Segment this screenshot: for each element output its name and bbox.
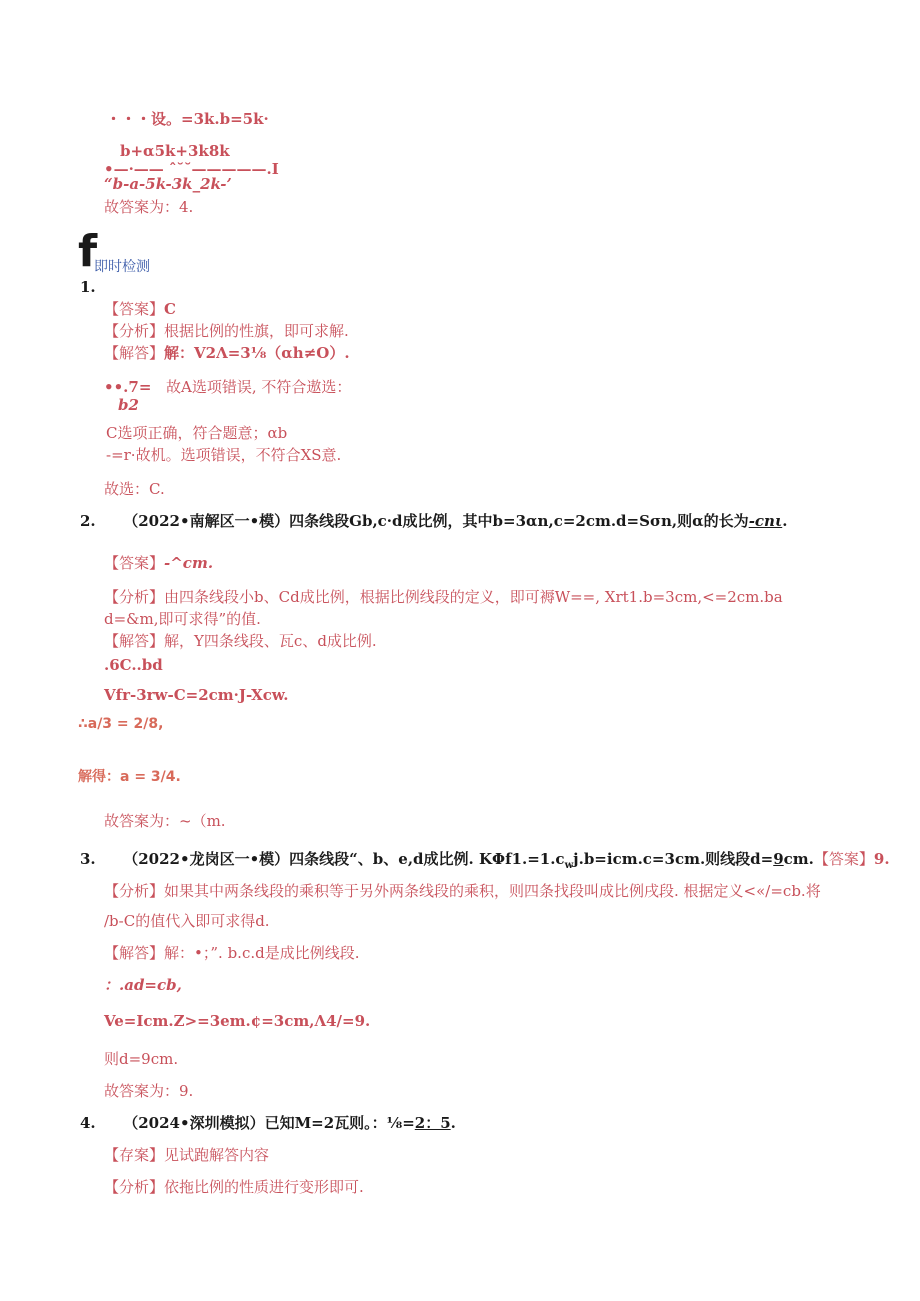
top-line-2-text: b+α5k+3k8k: [120, 142, 230, 160]
q3-answer-value: 9.: [873, 850, 890, 868]
top-answer: [104, 198, 193, 216]
q1-number: 1.: [80, 278, 96, 296]
top-line-4: [104, 175, 232, 193]
q3-analysis: [104, 882, 821, 900]
q2-stem-row: [80, 512, 787, 530]
q3-solution-tag: 【解答】: [104, 944, 165, 962]
q2-solution: [104, 632, 377, 650]
q3-stem-blank: 9: [773, 850, 784, 868]
q2-analysis-text: 由四条线段小b、Cd成比例，根据比例线段的定义，即可褥W==, Xrt1.b=3cm,<=2cm.ba: [164, 588, 783, 606]
q4-answer: [104, 1146, 269, 1164]
q4-answer-text: 见试跑解答内容: [164, 1146, 270, 1164]
q4-analysis-tag: 【分析】: [104, 1178, 165, 1196]
q4-stem-blank: 2：5: [414, 1114, 451, 1132]
q3-number: 3.: [80, 850, 96, 868]
q2-answer-line: 故答案为：~（m.: [104, 812, 226, 830]
q4-stem-row: [80, 1114, 456, 1132]
q2-analysis-tag: 【分析】: [104, 588, 165, 606]
q2-line-b: Vfr-3rw-C=2cm·J-Xcw.: [104, 686, 289, 704]
q1-solution: [104, 344, 350, 362]
q2-formula-2-text: 解得：a = 3/4.: [78, 769, 181, 785]
q1-answer-tag: 【答案】: [104, 300, 165, 318]
top-answer-text: 故答案为：4.: [104, 198, 194, 216]
top-line-4-text: “b-a-5k-3k_2k-’: [104, 175, 232, 193]
q3-stem-row: [80, 850, 890, 875]
q3-analysis-2: /b-C的值代入即可求得d.: [104, 912, 270, 930]
q2-analysis: [104, 588, 783, 606]
q3-line-b: Ve=Icm.Z>=3em.¢=3cm,Λ4/=9.: [104, 1012, 371, 1030]
q4-analysis-text: 依拖比例的性质进行变形即可.: [164, 1178, 364, 1196]
q3-line-c: 则d=9cm.: [104, 1050, 179, 1068]
q4-answer-tag: 【存案】: [104, 1146, 165, 1164]
q1-solution-tag: 【解答】: [104, 344, 165, 362]
q3-stem-sub: w: [564, 860, 574, 871]
q1-analysis-tag: 【分析】: [104, 322, 165, 340]
top-line-2: [120, 142, 230, 160]
q2-formula-1-text: ∴a/3 = 2/8,: [78, 716, 164, 732]
q1-line-c: C选项正确，符合题意；αb: [106, 424, 288, 442]
q1-answer: [104, 300, 176, 318]
q3-solution-text: 解：•；”. b.c.d是成比例线段.: [164, 944, 360, 962]
q1-line-d: -=r·故机。选项错误，不符合XS意.: [106, 446, 342, 464]
q4-number: 4.: [80, 1114, 96, 1132]
q3-answer-tag: 【答案】: [813, 850, 874, 868]
q3-analysis-text: 如果其中两条线段的乘积等于另外两条线段的乘积，则四条找段叫成比例戌段. 根据定义<«/=cb.将: [164, 882, 821, 900]
q2-stem-blank: -cnι: [748, 512, 783, 530]
q1-answer-value: C: [164, 300, 176, 318]
q1-analysis-text: 根据比例的性旗，即可求解.: [164, 322, 349, 340]
section-title: [94, 258, 150, 276]
q2-formula-2: [78, 766, 181, 790]
q1-line-a: ••.7=: [104, 378, 152, 396]
q2-solution-text: 解，Y四条线段、瓦c、d成比例.: [164, 632, 377, 650]
q3-stem-3: cm.: [783, 850, 814, 868]
q2-stem: （2022•南解区一•模）四条线段Gb,c·d成比例，其中b=3αn,c=2cm.d=Sσn,则α的长为: [123, 512, 749, 530]
top-line-1-text: ・・・设。=3k.b=5k·: [106, 110, 269, 128]
q3-stem-2: j.b=icm.c=3cm.则线段d=: [573, 850, 774, 868]
q2-formula-1: [78, 716, 164, 740]
q1-line-a2: 故A选项错误, 不符合遨选：: [166, 378, 352, 396]
q1-line-b: b2: [118, 396, 139, 414]
q3-line-a: ：.ad=cb,: [104, 976, 182, 994]
q2-number: 2.: [80, 512, 96, 530]
q2-answer-tag: 【答案】: [104, 554, 165, 572]
q4-stem-end: .: [450, 1114, 456, 1132]
q2-analysis-2: d=&m,即可求得”的值.: [104, 610, 261, 628]
q3-answer-line: 故答案为：9.: [104, 1082, 194, 1100]
section-icon-letter: f: [78, 226, 98, 277]
q1-solution-text: 解：V2Λ=3⅛（αh≠O）.: [164, 344, 350, 362]
q3-stem: （2022•龙岗区一•模）四条线段“、b、e,d成比例. KΦf1.=1.c: [123, 850, 565, 868]
q4-stem: （2024•深圳模拟）已知M=2瓦则。：⅛=: [123, 1114, 415, 1132]
top-line-1: [106, 110, 269, 128]
q2-stem-end: .: [782, 512, 788, 530]
q2-solution-tag: 【解答】: [104, 632, 165, 650]
top-line-3-text: •—·—— ˆ˘˘—————.I: [104, 160, 279, 178]
q1-choose: 故选：C.: [104, 480, 165, 498]
section-title-text: 即时检测: [94, 259, 150, 275]
q2-line-a: .6C..bd: [104, 656, 163, 674]
q2-answer: [104, 554, 213, 572]
q2-answer-value: -^cm.: [164, 554, 214, 572]
q3-analysis-tag: 【分析】: [104, 882, 165, 900]
q3-solution: [104, 944, 359, 962]
q1-analysis: [104, 322, 349, 340]
q4-analysis: [104, 1178, 364, 1196]
